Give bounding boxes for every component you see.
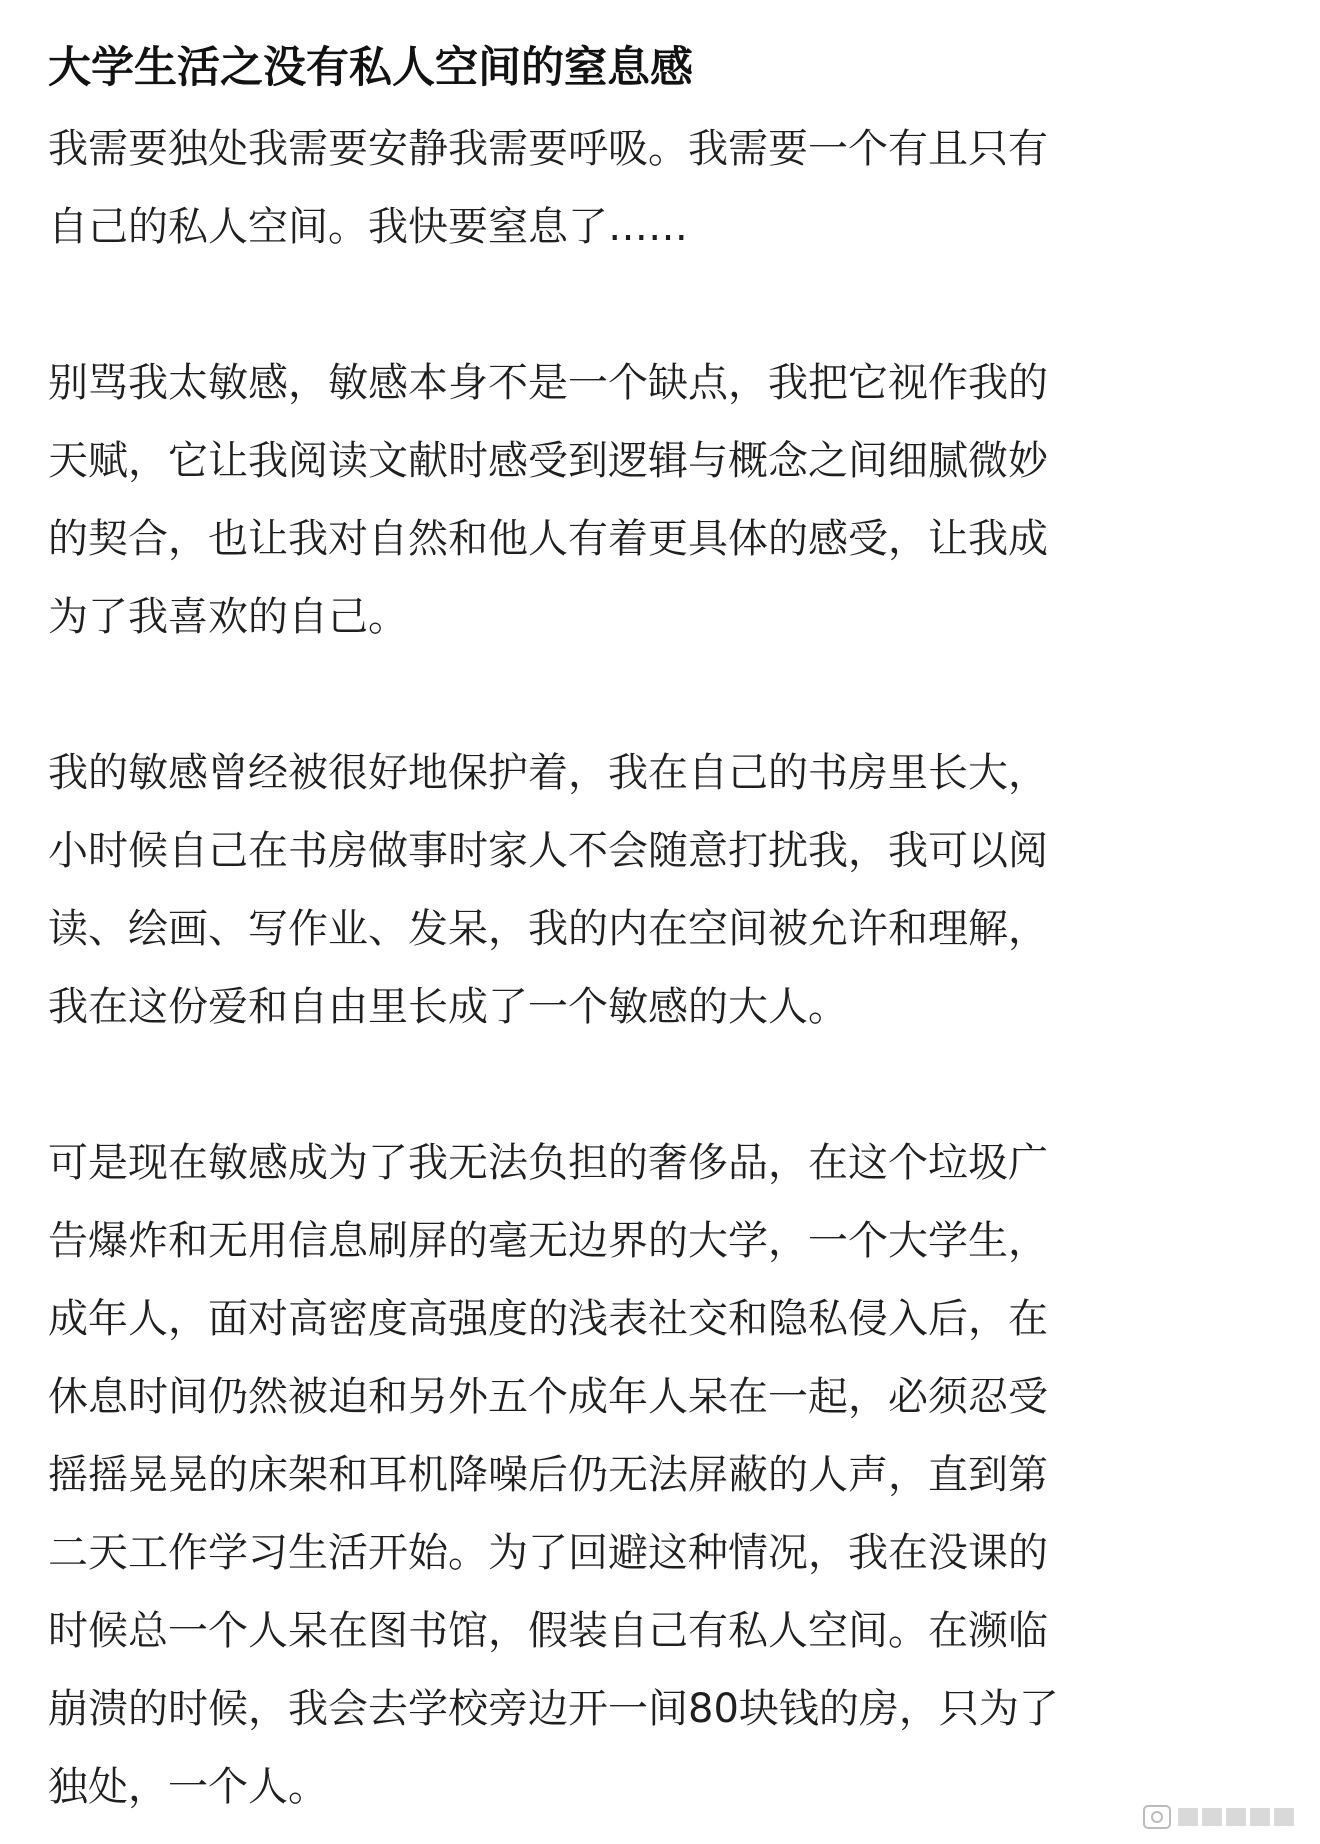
paragraph-line: 告爆炸和无用信息刷屏的毫无边界的大学，一个大学生，: [48, 1218, 1048, 1264]
paragraph-line: 的契合，也让我对自然和他人有着更具体的感受，让我成: [48, 516, 1048, 562]
paragraph: [48, 344, 1260, 656]
post-body: [48, 110, 1260, 1826]
paragraph-line: 成年人，面对高密度高强度的浅表社交和隐私侵入后，在: [48, 1296, 1048, 1342]
paragraph-line: 小时候自己在书房做事时家人不会随意打扰我，我可以阅: [48, 828, 1048, 874]
paragraph: [48, 734, 1260, 1046]
paragraph-line: 自己的私人空间。我快要窒息了……: [48, 204, 688, 250]
watermark: [1142, 1800, 1302, 1834]
paragraph-line: 我需要独处我需要安静我需要呼吸。我需要一个有且只有: [48, 126, 1048, 172]
paragraph-line: 别骂我太敏感，敏感本身不是一个缺点，我把它视作我的: [48, 360, 1048, 406]
paragraph-line: 我在这份爱和自由里长成了一个敏感的大人。: [48, 984, 848, 1030]
paragraph-line: 可是现在敏感成为了我无法负担的奢侈品，在这个垃圾广: [48, 1140, 1048, 1186]
paragraph: [48, 110, 1260, 266]
paragraph-line: 天赋，它让我阅读文献时感受到逻辑与概念之间细腻微妙: [48, 438, 1048, 484]
post-title: 大学生活之没有私人空间的窒息感: [48, 43, 693, 93]
paragraph-line: 读、绘画、写作业、发呆，我的内在空间被允许和理解，: [48, 906, 1048, 952]
paragraph-line: 我的敏感曾经被很好地保护着，我在自己的书房里长大，: [48, 750, 1048, 796]
paragraph-line: 为了我喜欢的自己。: [48, 594, 408, 640]
paragraph-line: 二天工作学习生活开始。为了回避这种情况，我在没课的: [48, 1530, 1048, 1576]
paragraph-line: 崩溃的时候，我会去学校旁边开一间80块钱的房，只为了: [48, 1686, 1059, 1732]
paragraph-line: 独处，一个人。: [48, 1764, 328, 1810]
watermark-logo-icon: [1142, 1800, 1302, 1834]
paragraph: [48, 1124, 1260, 1826]
paragraph-line: 摇摇晃晃的床架和耳机降噪后仍无法屏蔽的人声，直到第: [48, 1452, 1048, 1498]
paragraph-line: 休息时间仍然被迫和另外五个成年人呆在一起，必须忍受: [48, 1374, 1048, 1420]
paragraph-line: 时候总一个人呆在图书馆，假装自己有私人空间。在濒临: [48, 1608, 1048, 1654]
